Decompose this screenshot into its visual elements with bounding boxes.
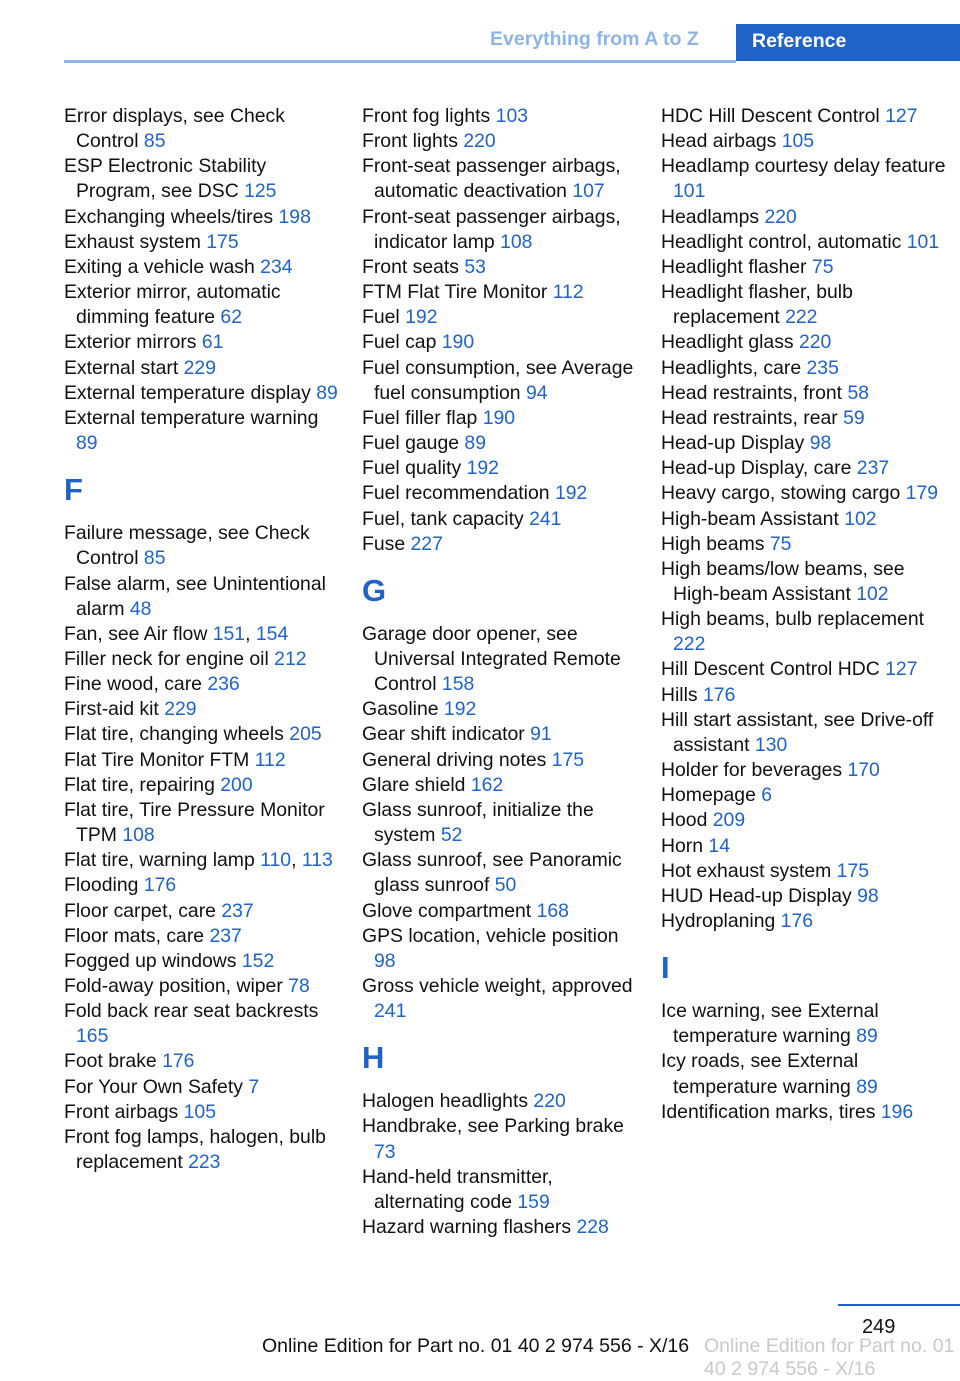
index-entry (362, 1114, 642, 1164)
index-entry (661, 481, 951, 506)
index-entry-text: Ice warning, see External temperature warning (661, 1000, 879, 1048)
index-entry-text: Halogen headlights (362, 1090, 529, 1113)
index-entry (661, 783, 951, 808)
index-entry-text: External temperature warning (64, 406, 319, 429)
index-entry (661, 758, 951, 783)
page-reference-link[interactable]: 48 (129, 597, 152, 620)
page-reference-link[interactable]: 98 (374, 949, 396, 972)
page-reference-link[interactable]: 89 (856, 1025, 878, 1048)
index-entry (661, 708, 951, 758)
index-entry (362, 255, 642, 280)
page-reference-link[interactable]: 152 (241, 949, 275, 972)
index-entry: Fan, see Air flow 151, 154 (64, 622, 289, 645)
page-reference-link[interactable]: 75 (769, 532, 792, 555)
page-reference-link[interactable]: 154 (255, 622, 289, 645)
page-reference-link[interactable]: 175 (836, 859, 870, 882)
index-entry-text: Holder for beverages (661, 759, 843, 782)
index-entry (661, 1049, 951, 1099)
index-entry (64, 356, 344, 381)
page-reference-link[interactable]: 108 (500, 230, 533, 253)
page-reference-link[interactable]: 200 (220, 773, 253, 796)
index-entry (64, 280, 344, 330)
index-entry (362, 697, 642, 722)
page-number-rule (838, 1304, 960, 1306)
index-entry-text: Floor carpet, care (64, 899, 216, 922)
page-reference-link[interactable]: 94 (526, 381, 548, 404)
index-entry-text: First-aid kit (64, 698, 159, 721)
page-reference-link[interactable]: 223 (188, 1151, 221, 1174)
index-entry (362, 1089, 642, 1114)
index-entry (64, 924, 344, 949)
page-reference-link[interactable]: 7 (248, 1075, 260, 1098)
page-reference-link[interactable]: 234 (260, 255, 293, 278)
index-entry-text: Head restraints, front (661, 381, 843, 404)
index-entry-text: GPS location, vehicle position (362, 924, 619, 947)
index-entry-text: Head airbags (661, 130, 777, 153)
index-entry-text: High beams (661, 532, 765, 555)
page-reference-link[interactable]: 85 (143, 130, 166, 153)
page-reference-link[interactable]: 205 (289, 723, 322, 746)
page-reference-link[interactable]: 110 (260, 849, 292, 872)
index-entry-text: General driving notes (362, 748, 547, 771)
index-entry (362, 280, 642, 305)
index-entry-text: Homepage (661, 784, 756, 807)
page-reference-link[interactable]: 107 (572, 180, 605, 203)
index-entry (661, 230, 951, 255)
page-reference-link[interactable]: 229 (183, 356, 216, 379)
index-entry-text: Hand-held transmitter, alternating code (362, 1165, 553, 1213)
page-reference-link[interactable]: 220 (533, 1090, 566, 1113)
index-column-2 (362, 104, 642, 1240)
index-entry (362, 798, 642, 848)
index-entry (64, 230, 344, 255)
index-entry-text: Front-seat passenger airbags, indicator lamp (362, 205, 621, 253)
index-entry-text: Headlight flasher, bulb replacement (661, 281, 853, 329)
page-reference-link[interactable]: 176 (703, 683, 736, 706)
index-entry (661, 859, 951, 884)
page-reference-link[interactable]: 62 (220, 306, 242, 329)
index-entry (362, 848, 642, 898)
index-entry (64, 773, 344, 798)
index-entry-text: Headlight flasher (661, 255, 807, 278)
page-reference-link[interactable]: 192 (466, 457, 499, 480)
page-reference-link[interactable]: 237 (209, 924, 242, 947)
index-entry-text: Exhaust system (64, 230, 201, 253)
index-entry (64, 1125, 344, 1175)
index-entry (362, 305, 642, 330)
index-entry (661, 884, 951, 909)
index-entry (661, 356, 951, 381)
page-reference-link[interactable]: 105 (183, 1100, 216, 1123)
index-entry (64, 521, 344, 571)
index-entry (661, 104, 951, 129)
index-entry-text: Front fog lights (362, 105, 491, 127)
page-reference-link[interactable]: 228 (576, 1216, 609, 1239)
page-reference-link[interactable]: 190 (441, 331, 475, 354)
index-entry-text: Hazard warning flashers (362, 1216, 572, 1239)
page-reference-link[interactable]: 236 (207, 673, 240, 696)
index-entry-text: Headlights, care (661, 356, 802, 379)
page-reference-link[interactable]: 165 (76, 1025, 109, 1048)
index-entry (64, 1075, 344, 1100)
index-entry (64, 255, 344, 280)
page-reference-link[interactable]: 229 (164, 698, 197, 721)
index-entry (362, 330, 642, 355)
page-reference-link[interactable]: 89 (464, 432, 486, 455)
index-entry (661, 330, 951, 355)
index-entry-text: Error displays, see Check Control (64, 105, 285, 153)
index-entry-text: Hill Descent Control HDC (661, 658, 880, 681)
index-entry-text: Front-seat passenger airbags, automatic deactivation (362, 155, 621, 203)
index-entry (64, 672, 344, 697)
index-entry (661, 808, 951, 833)
index-entry (362, 532, 642, 557)
index-entry (362, 356, 642, 406)
index-entry-text: Head restraints, rear (661, 406, 838, 429)
index-letter-heading: G (362, 572, 387, 608)
index-entry-text: Flat Tire Monitor FTM (64, 748, 250, 771)
index-entry (661, 683, 951, 708)
index-entry (64, 722, 344, 747)
index-entry-text: Fuse (362, 532, 406, 555)
index-letter-heading: F (64, 472, 83, 508)
page-reference-link[interactable]: 89 (856, 1075, 878, 1098)
page-reference-link[interactable]: 190 (482, 406, 516, 429)
page-reference-link[interactable]: 53 (464, 255, 486, 278)
index-entry-text: Fuel, tank capacity (362, 507, 524, 530)
page-reference-link[interactable]: 91 (530, 723, 552, 746)
index-entry-text: Front lights (362, 130, 458, 153)
index-entry (661, 909, 951, 934)
index-entry (362, 507, 642, 532)
index-entry-text: High beams/low beams, see High-beam Assistant (661, 557, 905, 605)
header-tab-reference (736, 24, 960, 61)
page-reference-link[interactable]: 237 (221, 899, 254, 922)
index-entry-text: Horn (661, 834, 704, 857)
header-tab-label: Reference (752, 30, 847, 52)
page-reference-link[interactable]: 159 (517, 1190, 550, 1213)
index-entry (661, 431, 951, 456)
page-reference-link[interactable]: 158 (441, 673, 475, 696)
page-reference-link[interactable]: 176 (780, 910, 814, 932)
index-letter-heading: H (362, 1040, 385, 1076)
page-reference-link[interactable]: 176 (162, 1050, 195, 1073)
index-entry-text: Garage door opener, see Universal Integrated Remote Control (362, 622, 621, 696)
page-reference-link[interactable]: 125 (244, 180, 277, 203)
page-reference-link[interactable]: 58 (847, 381, 870, 404)
page-reference-link[interactable]: 162 (470, 773, 504, 796)
index-entry (64, 1049, 344, 1074)
index-entry (661, 154, 951, 204)
index-entry-text: Exiting a vehicle wash (64, 255, 255, 278)
page-reference-link[interactable]: 98 (857, 884, 879, 907)
page-reference-link[interactable]: 170 (847, 759, 880, 782)
index-entry-text: Fuel quality (362, 457, 462, 480)
index-entry (64, 974, 344, 999)
page-reference-link[interactable]: 127 (885, 105, 918, 127)
page-reference-link[interactable]: 222 (785, 306, 818, 329)
index-entry-text: HDC Hill Descent Control (661, 105, 880, 127)
page-reference-link[interactable]: 192 (405, 306, 438, 329)
index-entry-text: Flat tire, Tire Pressure Monitor TPM (64, 798, 325, 847)
index-entry (362, 456, 642, 481)
index-entry (362, 924, 642, 974)
index-entry-text: Headlight control, automatic (661, 230, 902, 253)
index-entry-text: Glass sunroof, see Panoramic glass sunroof (362, 849, 622, 897)
page-reference-link[interactable]: 175 (551, 748, 585, 771)
page-reference-link[interactable]: 235 (806, 356, 839, 379)
index-entry-text: External start (64, 356, 179, 379)
index-entry-text: Flat tire, warning lamp (64, 849, 255, 872)
index-entry-text: Flat tire, changing wheels (64, 723, 284, 746)
index-entry (362, 722, 642, 747)
page-reference-link[interactable]: 59 (843, 406, 865, 429)
index-entry-text: Flat tire, repairing (64, 773, 215, 796)
page-reference-link[interactable]: 85 (143, 547, 166, 570)
index-entry (64, 949, 344, 974)
index-entry (661, 657, 951, 682)
index-entry-text: Heavy cargo, stowing cargo (661, 482, 901, 505)
index-entry-text: High beams, bulb replacement (661, 608, 924, 631)
index-entry (64, 798, 344, 848)
index-entry: Flat tire, warning lamp 110, 113 (64, 849, 333, 872)
header-section-title: Everything from A to Z (490, 28, 699, 50)
index-entry-text: Fan, see Air flow (64, 622, 208, 645)
page-number: 249 (862, 1316, 896, 1338)
page-reference-link[interactable]: 175 (206, 230, 239, 253)
index-entry-text: Headlamps (661, 205, 760, 228)
index-entry-text: Hill start assistant, see Drive-off assistant (661, 708, 934, 756)
index-entry-text: Gear shift indicator (362, 723, 525, 746)
index-entry-text: FTM Flat Tire Monitor (362, 281, 548, 304)
index-entry (64, 205, 344, 230)
page-reference-link[interactable]: 209 (712, 809, 746, 832)
index-entry-text: Hills (661, 683, 698, 706)
index-entry-text: Gasoline (362, 698, 439, 721)
index-entry (64, 381, 344, 406)
index-entry-text: Exchanging wheels/tires (64, 205, 274, 228)
page-reference-link[interactable]: 168 (536, 899, 569, 922)
index-letter-heading: I (661, 950, 670, 986)
page-reference-link[interactable]: 101 (673, 180, 706, 203)
index-entry (362, 1215, 642, 1240)
index-entry (661, 456, 951, 481)
page-reference-link[interactable]: 192 (554, 482, 588, 505)
index-entry-text: Fuel (362, 306, 400, 329)
index-entry (362, 899, 642, 924)
index-entry-text: Identification marks, tires (661, 1100, 876, 1123)
page-reference-link[interactable]: 196 (880, 1100, 914, 1123)
index-entry (362, 205, 642, 255)
page-reference-link[interactable]: 75 (811, 255, 834, 278)
index-entry-text: Failure message, see Check Control (64, 522, 310, 570)
index-entry-text: Fuel gauge (362, 432, 460, 455)
index-entry-text: Flooding (64, 874, 139, 897)
index-entry (661, 129, 951, 154)
index-entry-text: Fold back rear seat backrests (64, 1000, 319, 1023)
index-entry-text: High-beam Assistant (661, 507, 839, 530)
index-entry (64, 999, 344, 1049)
index-entry-text: Front fog lamps, halogen, bulb replacement (64, 1125, 326, 1174)
index-entry (362, 129, 642, 154)
page-reference-link[interactable]: 176 (143, 874, 177, 897)
page-reference-link[interactable]: 101 (906, 230, 940, 253)
index-entry-text: Headlight glass (661, 331, 794, 354)
index-entry (64, 330, 344, 355)
index-entry-text: Head-up Display, care (661, 457, 852, 480)
watermark-text: Online Edition for Part no. 01 40 2 974 556 - X/16 (704, 1335, 955, 1380)
page-reference-link[interactable]: 127 (885, 658, 918, 681)
index-column-3 (661, 104, 951, 1125)
index-entry (64, 899, 344, 924)
page-reference-link[interactable]: 151 (212, 622, 246, 645)
index-entry (362, 622, 642, 697)
index-entry (64, 406, 344, 456)
page-reference-link[interactable]: 241 (529, 507, 562, 530)
index-entry (661, 557, 951, 607)
index-entry-text: Fuel consumption, see Average fuel consumption (362, 356, 634, 404)
index-entry (661, 507, 951, 532)
page-reference-link[interactable]: 222 (673, 633, 706, 656)
index-entry-text: External temperature display (64, 381, 311, 404)
index-entry-text: Glare shield (362, 773, 466, 796)
page-reference-link[interactable]: 105 (781, 130, 815, 153)
index-entry-text: Filler neck for engine oil (64, 647, 269, 670)
index-entry (362, 104, 642, 129)
page-reference-link[interactable]: 237 (856, 457, 890, 480)
index-entry-text: Icy roads, see External temperature warning (661, 1050, 859, 1098)
index-entry-text: Fine wood, care (64, 673, 202, 696)
page-reference-link[interactable]: 108 (122, 824, 155, 847)
page-reference-link[interactable]: 241 (374, 1000, 407, 1023)
index-entry (362, 974, 642, 1024)
index-entry (661, 834, 951, 859)
index-entry (64, 104, 344, 154)
index-entry (64, 572, 344, 622)
index-entry-text: For Your Own Safety (64, 1075, 243, 1098)
index-entry (362, 773, 642, 798)
page-reference-link[interactable]: 50 (494, 874, 517, 897)
index-entry (661, 1100, 951, 1125)
page-reference-link[interactable]: 198 (278, 205, 311, 228)
page-reference-link[interactable]: 227 (410, 532, 443, 555)
index-entry-text: Fuel filler flap (362, 406, 478, 429)
index-column-1 (64, 104, 344, 1175)
index-entry (362, 1165, 642, 1215)
index-entry (362, 431, 642, 456)
index-entry-text: Fogged up windows (64, 949, 237, 972)
page-reference-link[interactable]: 212 (274, 647, 307, 670)
index-entry-text: Glass sunroof, initialize the system (362, 798, 594, 847)
page-reference-link[interactable]: 113 (301, 849, 333, 872)
index-entry-text: Handbrake, see Parking brake (362, 1115, 624, 1138)
edition-footer: Online Edition for Part no. 01 40 2 974 556 - X/16 (262, 1335, 690, 1357)
index-entry-text: Fuel recommendation (362, 482, 550, 505)
index-entry-text: Exterior mirror, automatic dimming feature (64, 281, 281, 329)
index-entry (64, 873, 344, 898)
index-entry (661, 280, 951, 330)
index-entry (64, 647, 344, 672)
page-reference-link[interactable]: 130 (754, 733, 788, 756)
index-entry (362, 748, 642, 773)
page-reference-link[interactable]: 14 (708, 834, 730, 857)
index-entry (661, 205, 951, 230)
index-entry-text: Exterior mirrors (64, 331, 197, 354)
page-reference-link[interactable]: 220 (463, 130, 496, 153)
index-entry-text: Hot exhaust system (661, 859, 832, 882)
index-entry-text: Floor mats, care (64, 924, 205, 947)
index-entry-text: Fold-away position, wiper (64, 975, 283, 997)
index-entry-text: Hood (661, 809, 708, 832)
index-entry (661, 255, 951, 280)
index-entry-text: Front airbags (64, 1100, 179, 1123)
index-entry-text: Glove compartment (362, 899, 532, 922)
page-reference-link[interactable]: 61 (201, 331, 224, 354)
page-reference-link[interactable]: 89 (76, 432, 98, 455)
index-entry (362, 154, 642, 204)
page-reference-link[interactable]: 102 (844, 507, 877, 530)
index-entry (64, 154, 344, 204)
page-reference-link[interactable]: 112 (552, 281, 584, 304)
index-entry-text: Foot brake (64, 1050, 157, 1073)
page-reference-link[interactable]: 73 (374, 1140, 396, 1163)
index-entry-text: Front seats (362, 255, 459, 278)
index-entry (661, 607, 951, 657)
index-entry-text: Headlamp courtesy delay feature (661, 155, 946, 178)
page-reference-link[interactable]: 112 (254, 748, 286, 771)
index-entry-text: Fuel cap (362, 331, 437, 354)
page-reference-link[interactable]: 78 (288, 975, 310, 997)
index-entry (661, 406, 951, 431)
page-reference-link[interactable]: 192 (443, 698, 477, 721)
index-entry (64, 748, 344, 773)
index-entry (64, 1100, 344, 1125)
page-reference-link[interactable]: 102 (856, 582, 889, 605)
index-entry-text: False alarm, see Unintentional alarm (64, 572, 326, 620)
page-reference-link[interactable]: 89 (316, 381, 338, 404)
index-entry-text: ESP Electronic Stability Program, see DSC (64, 155, 267, 203)
page-reference-link[interactable]: 6 (761, 784, 773, 807)
page-reference-link[interactable]: 220 (798, 331, 832, 354)
index-entry (661, 532, 951, 557)
index-entry-text: Head-up Display (661, 432, 805, 455)
page-reference-link[interactable]: 179 (905, 482, 939, 505)
page-reference-link[interactable]: 220 (764, 205, 797, 228)
index-entry-text: Hydroplaning (661, 910, 776, 932)
index-entry (661, 999, 951, 1049)
header-rule (64, 60, 736, 63)
index-entry (661, 381, 951, 406)
index-entry (64, 697, 344, 722)
index-entry (362, 406, 642, 431)
index-entry (362, 481, 642, 506)
page-reference-link[interactable]: 52 (440, 824, 463, 847)
page-reference-link[interactable]: 98 (809, 432, 832, 455)
page-reference-link[interactable]: 103 (495, 105, 529, 127)
index-entry-text: Gross vehicle weight, approved (362, 975, 633, 997)
index-entry-text: HUD Head-up Display (661, 884, 852, 907)
